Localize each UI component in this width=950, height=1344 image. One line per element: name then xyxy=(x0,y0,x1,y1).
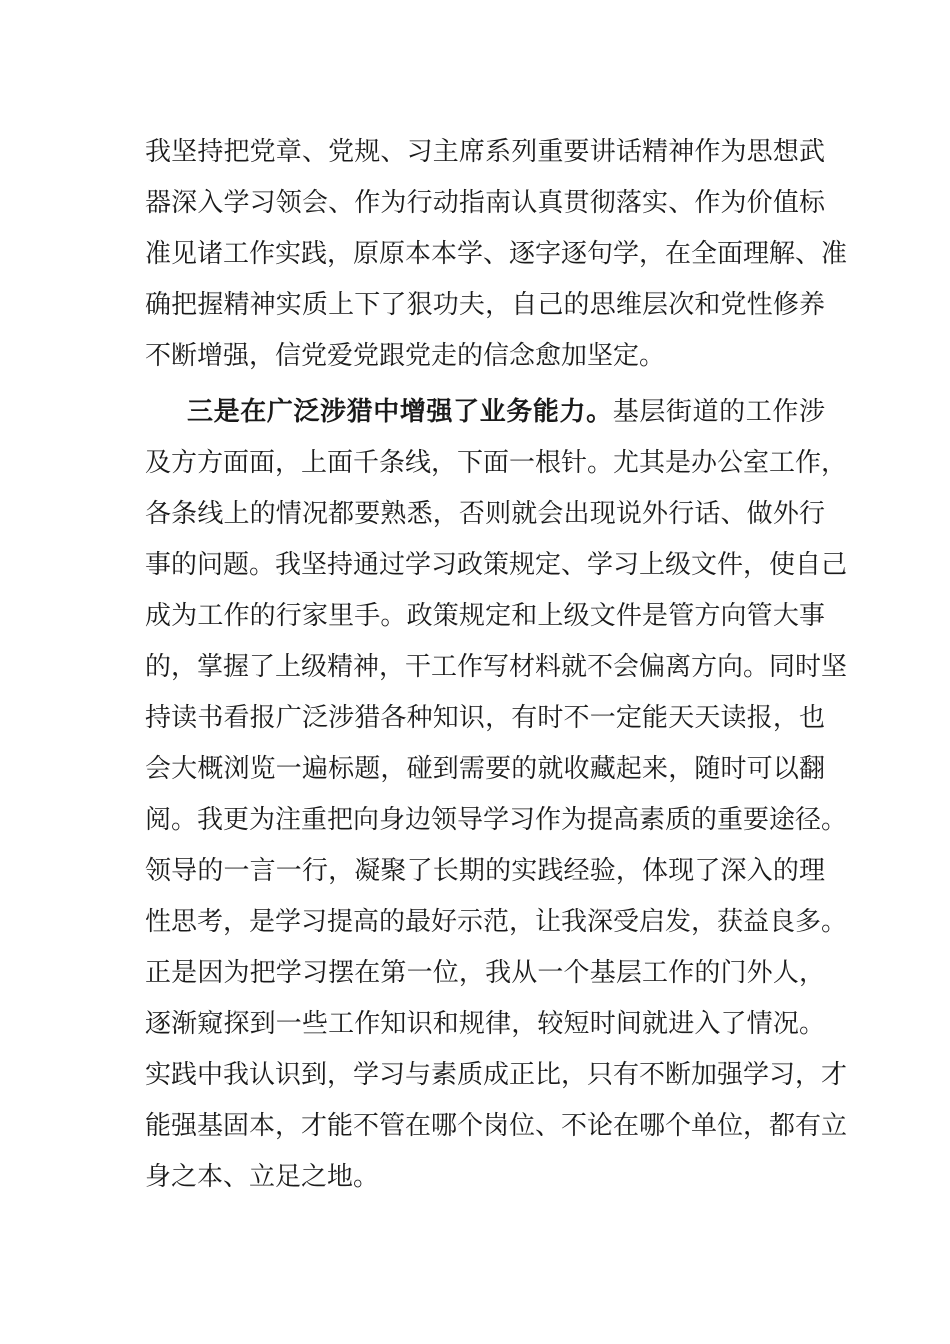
text-line: 的，掌握了上级精神，干工作写材料就不会偏离方向。同时坚 xyxy=(145,652,848,682)
text-line: 及方方面面，上面千条线，下面一根针。尤其是办公室工作， xyxy=(145,448,848,478)
text-line: 不断增强，信党爱党跟党走的信念愈加坚定。 xyxy=(145,341,666,371)
paragraph-1 xyxy=(145,127,848,382)
text-line xyxy=(145,387,825,438)
text-line: 各条线上的情况都要熟悉，否则就会出现说外行话、做外行 xyxy=(145,499,825,529)
text-line: 准见诸工作实践，原原本本学、逐字逐句学，在全面理解、准 xyxy=(145,239,848,269)
paragraph-2 xyxy=(145,387,848,1203)
text-line: 逐渐窥探到一些工作知识和规律，较短时间就进入了情况。 xyxy=(145,1009,825,1039)
text-line: 成为工作的行家里手。政策规定和上级文件是管方向管大事 xyxy=(145,601,825,631)
text-line: 我坚持把党章、党规、习主席系列重要讲话精神作为思想武 xyxy=(145,137,825,167)
text-line: 器深入学习领会、作为行动指南认真贯彻落实、作为价值标 xyxy=(145,188,825,218)
text-line: 会大概浏览一遍标题，碰到需要的就收藏起来，随时可以翻 xyxy=(145,754,825,784)
text-line: 正是因为把学习摆在第一位，我从一个基层工作的门外人， xyxy=(145,958,825,988)
text-line: 身之本、立足之地。 xyxy=(145,1162,380,1192)
text-run: 基层街道的工作涉 xyxy=(612,397,825,427)
section-heading: 三是在广泛涉猎中增强了业务能力。 xyxy=(187,397,613,427)
text-line: 能强基固本，才能不管在哪个岗位、不论在哪个单位，都有立 xyxy=(145,1111,848,1141)
text-line: 持读书看报广泛涉猎各种知识，有时不一定能天天读报，也 xyxy=(145,703,825,733)
text-line: 确把握精神实质上下了狠功夫，自己的思维层次和党性修养 xyxy=(145,290,825,320)
text-line: 阅。我更为注重把向身边领导学习作为提高素质的重要途径。 xyxy=(145,805,848,835)
text-line: 领导的一言一行，凝聚了长期的实践经验，体现了深入的理 xyxy=(145,856,825,886)
document-body xyxy=(145,127,848,1203)
text-line: 性思考，是学习提高的最好示范，让我深受启发，获益良多。 xyxy=(145,907,848,937)
text-line: 实践中我认识到，学习与素质成正比，只有不断加强学习，才 xyxy=(145,1060,848,1090)
text-line: 事的问题。我坚持通过学习政策规定、学习上级文件，使自己 xyxy=(145,550,848,580)
